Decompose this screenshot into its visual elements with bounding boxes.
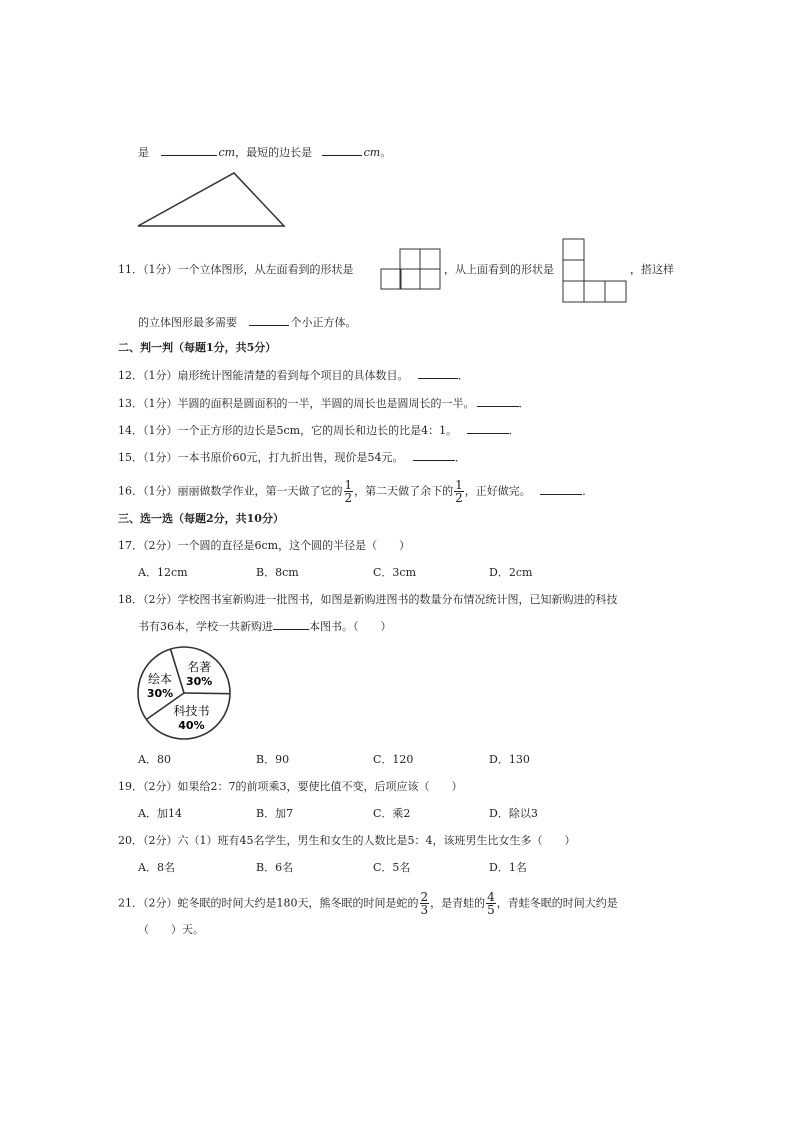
left-view-figure xyxy=(380,248,444,292)
q20-text: 六（1）班有45名学生，男生和女生的人数比是5：4，该班男生比女生多（ ） xyxy=(177,834,576,847)
q17-number: 17． xyxy=(118,539,143,552)
q19-score: （2分） xyxy=(143,780,178,793)
q11-line2-a: 的立体图形最多需要 xyxy=(138,316,237,329)
q18-option-d[interactable]: D．130 xyxy=(489,753,530,766)
q19-number: 19． xyxy=(118,780,143,793)
q12-score: （1分） xyxy=(143,369,178,382)
q12-blank[interactable] xyxy=(418,367,458,379)
q17-option-c[interactable]: C．3cm xyxy=(373,566,417,579)
pie-slice-value-2: 30% xyxy=(146,686,174,700)
q16-text-a: 丽丽做数学作业，第一天做了它的 xyxy=(177,484,343,498)
q18-score: （2分） xyxy=(143,593,178,606)
q17-text: 一个圆的直径是6cm，这个圆的半径是（ ） xyxy=(177,539,411,552)
q10-line xyxy=(138,144,391,161)
q12-end: ． xyxy=(458,369,469,382)
q18-number: 18． xyxy=(118,593,143,606)
q11-text-a: 一个立体图形，从左面看到的形状是 xyxy=(177,263,354,276)
q18-option-a[interactable]: A．80 xyxy=(138,753,171,766)
top-view-figure xyxy=(562,238,630,304)
q19-option-c[interactable]: C．乘2 xyxy=(373,807,411,820)
pie-slice-value-0: 30% xyxy=(186,674,213,688)
q20-option-c[interactable]: C．5名 xyxy=(373,861,411,874)
q20-option-a[interactable]: A．8名 xyxy=(138,861,175,874)
q13-text: 半圆的面积是圆面积的一半，半圆的周长也是圆周长的一半。 xyxy=(177,397,475,410)
pie-slice-value-1: 40% xyxy=(178,719,205,733)
q14 xyxy=(118,422,520,439)
q19 xyxy=(118,779,463,795)
q21-fraction-2 xyxy=(486,891,496,916)
q10-text-a: 是 xyxy=(138,146,149,159)
q21-fraction-2-denominator: 5 xyxy=(487,903,495,917)
q17-option-b[interactable]: B．8cm xyxy=(256,566,299,579)
q11-number: 11． xyxy=(118,263,143,276)
q15 xyxy=(118,449,466,466)
q21-text-b: ，是青蛙的 xyxy=(430,896,486,910)
q13-score: （1分） xyxy=(143,397,178,410)
q15-score: （1分） xyxy=(143,451,178,464)
q16 xyxy=(118,479,593,504)
q15-end: ． xyxy=(455,451,466,464)
q18-line1 xyxy=(118,592,618,608)
q11-blank[interactable] xyxy=(249,314,289,326)
q16-fraction-2-denominator: 2 xyxy=(455,491,463,505)
q11-line1 xyxy=(118,262,354,278)
triangle-figure xyxy=(136,170,288,230)
q12-text: 扇形统计图能清楚的看到每个项目的具体数目。 xyxy=(177,369,409,382)
q19-option-a[interactable]: A．加14 xyxy=(138,807,182,820)
q16-fraction-1-numerator: 1 xyxy=(344,478,353,492)
q19-option-d[interactable]: D．除以3 xyxy=(489,807,538,820)
q20 xyxy=(118,833,576,849)
q18-option-b[interactable]: B．90 xyxy=(256,753,290,766)
q21-line2: （ ）天。 xyxy=(138,923,204,936)
q17 xyxy=(118,538,410,554)
pie-slice-label-0: 名著 xyxy=(187,659,212,674)
q16-number: 16． xyxy=(118,484,143,498)
q13-blank[interactable] xyxy=(477,395,519,407)
q20-score: （2分） xyxy=(143,834,178,847)
q14-number: 14． xyxy=(118,424,143,437)
q13-number: 13． xyxy=(118,397,143,410)
q10-text-b: ，最短的边长是 xyxy=(235,146,313,159)
q11-text-b: ，从上面看到的形状是 xyxy=(444,263,554,276)
q18-option-c[interactable]: C．120 xyxy=(373,753,414,766)
pie-slice-divider-1 xyxy=(184,693,230,694)
q21-score: （2分） xyxy=(143,896,178,910)
q18-text-a: 学校图书室新购进一批图书，如图是新购进图书的数量分布情况统计图，已知新购进的科技 xyxy=(177,593,618,606)
q11-text-b-wrap xyxy=(444,262,554,278)
q10-unit-b: cm xyxy=(363,146,381,159)
q16-blank[interactable] xyxy=(540,483,582,495)
q11-line2 xyxy=(138,314,357,331)
q17-option-a[interactable]: A．12cm xyxy=(138,566,188,579)
q19-option-b[interactable]: B．加7 xyxy=(256,807,294,820)
q14-text: 一个正方形的边长是5cm，它的周长和边长的比是4：1。 xyxy=(177,424,458,437)
q21-fraction-1-denominator: 3 xyxy=(420,903,429,917)
q16-fraction-2-numerator: 1 xyxy=(455,478,463,492)
q15-text: 一本书原价60元，打九折出售，现价是54元。 xyxy=(177,451,404,464)
q14-blank[interactable] xyxy=(467,422,509,434)
q21-fraction-1-numerator: 2 xyxy=(420,890,429,904)
q18-line2 xyxy=(138,618,392,635)
q14-end: ． xyxy=(508,424,520,437)
pie-slice-label-2: 绘本 xyxy=(148,671,173,686)
q15-blank[interactable] xyxy=(413,449,455,461)
q21-fraction-1 xyxy=(420,891,430,916)
q20-option-d[interactable]: D．1名 xyxy=(489,861,527,874)
q13-end: ． xyxy=(518,397,530,410)
q10-blank-shortest[interactable] xyxy=(322,144,362,156)
q16-end: ． xyxy=(582,484,594,498)
q16-score: （1分） xyxy=(143,484,178,498)
pie-slice-label-1: 科技书 xyxy=(173,704,210,719)
q15-number: 15． xyxy=(118,451,143,464)
q17-option-d[interactable]: D．2cm xyxy=(489,566,533,579)
q16-fraction-1 xyxy=(344,479,354,504)
q16-fraction-2 xyxy=(454,479,464,504)
q16-text-b: ，第二天做了余下的 xyxy=(354,484,454,498)
q10-blank-longest[interactable] xyxy=(161,144,217,156)
q21-text-a: 蛇冬眠的时间大约是180天，熊冬眠的时间是蛇的 xyxy=(177,896,419,910)
q11-text-c: ，搭这样 xyxy=(630,263,674,276)
q20-option-b[interactable]: B．6名 xyxy=(256,861,294,874)
section-3-title: 三、选一选（每题2分，共10分） xyxy=(118,512,284,525)
pie-chart xyxy=(136,646,236,742)
q20-number: 20． xyxy=(118,834,143,847)
q12 xyxy=(118,367,469,384)
section-2-title: 二、判一判（每题1分，共5分） xyxy=(118,341,277,354)
q19-text: 如果给2：7的前项乘3，要使比值不变，后项应该（ ） xyxy=(177,780,463,793)
q16-fraction-1-denominator: 2 xyxy=(344,491,353,505)
q21-fraction-2-numerator: 4 xyxy=(487,890,495,904)
q18-line2-b: 本图书。（ ） xyxy=(309,620,392,633)
q18-line2-a: 书有36本，学校一共新购进 xyxy=(138,620,273,633)
q11-text-c-wrap xyxy=(630,262,674,278)
q16-text-c: ，正好做完。 xyxy=(464,484,531,498)
q11-score: （1分） xyxy=(143,263,178,276)
q14-score: （1分） xyxy=(143,424,178,437)
q10-unit-a: cm xyxy=(218,146,236,159)
q13 xyxy=(118,395,530,412)
q10-text-c: 。 xyxy=(380,146,392,159)
q17-score: （2分） xyxy=(143,539,178,552)
q21-number: 21． xyxy=(118,896,143,910)
q12-number: 12． xyxy=(118,369,143,382)
q18-blank[interactable] xyxy=(273,618,309,630)
q11-line2-b: 个小正方体。 xyxy=(290,316,357,329)
q21-text-c: ，青蛙冬眠的时间大约是 xyxy=(496,896,618,910)
q21-line1 xyxy=(118,891,618,916)
